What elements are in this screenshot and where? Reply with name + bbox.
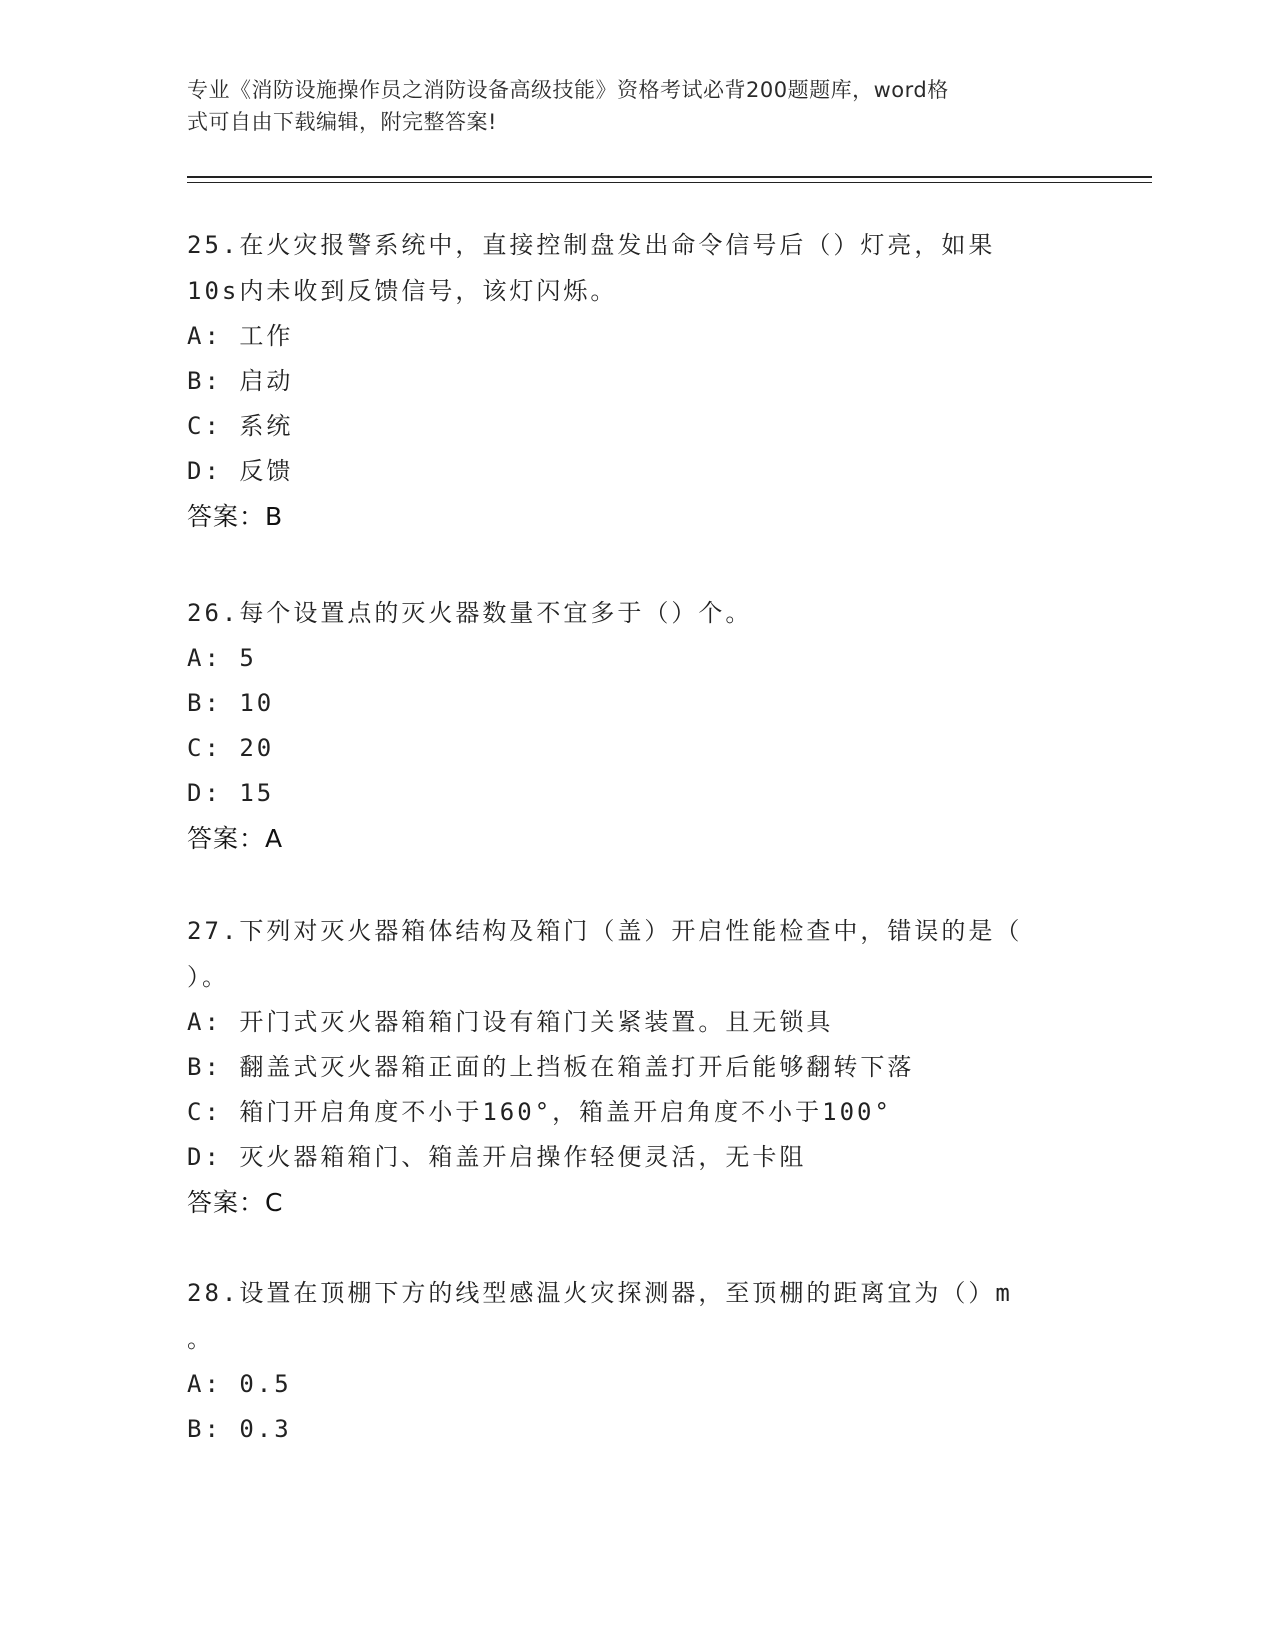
question-28 xyxy=(187,1270,1087,1452)
option-a: A: 5 xyxy=(187,644,257,672)
question-text-line: 25.在火灾报警系统中，直接控制盘发出命令信号后（）灯亮，如果 xyxy=(187,231,996,259)
option-b: B: 10 xyxy=(187,689,275,717)
option-b: B: 启动 xyxy=(187,367,294,395)
question-text-line: 10s内未收到反馈信号，该灯闪烁。 xyxy=(187,277,618,305)
answer: 答案：A xyxy=(187,824,284,853)
option-c: C: 箱门开启角度不小于160°，箱盖开启角度不小于100° xyxy=(187,1098,892,1126)
option-a: A: 工作 xyxy=(187,322,294,350)
option-c: C: 20 xyxy=(187,734,275,762)
question-text-line: ）。 xyxy=(187,963,229,991)
question-text-line: 27.下列对灭火器箱体结构及箱门（盖）开启性能检查中，错误的是（ xyxy=(187,917,1023,945)
option-b: B: 翻盖式灭火器箱正面的上挡板在箱盖打开后能够翻转下落 xyxy=(187,1053,915,1081)
option-a: A: 开门式灭火器箱箱门设有箱门关紧装置。且无锁具 xyxy=(187,1008,834,1036)
question-26 xyxy=(187,590,1087,862)
option-a: A: 0.5 xyxy=(187,1370,292,1398)
option-b: B: 0.3 xyxy=(187,1415,292,1443)
header-divider-thin xyxy=(187,182,1152,183)
question-text-line: 26.每个设置点的灭火器数量不宜多于（）个。 xyxy=(187,599,753,627)
question-25 xyxy=(187,222,1087,540)
question-text-line: 28.设置在顶棚下方的线型感温火灾探测器，至顶棚的距离宜为（）m xyxy=(187,1279,1013,1307)
answer: 答案：C xyxy=(187,1188,284,1217)
header-line-2: 式可自由下载编辑，附完整答案! xyxy=(187,110,497,134)
option-d: D: 灭火器箱箱门、箱盖开启操作轻便灵活，无卡阻 xyxy=(187,1143,807,1171)
header-line-1: 专业《消防设施操作员之消防设备高级技能》资格考试必背200题题库，word格 xyxy=(187,78,949,102)
header-divider-thick xyxy=(187,176,1152,178)
question-27 xyxy=(187,908,1087,1226)
document-header xyxy=(187,74,1087,138)
question-text-line: 。 xyxy=(187,1325,214,1353)
option-d: D: 反馈 xyxy=(187,457,294,485)
option-d: D: 15 xyxy=(187,779,275,807)
answer: 答案：B xyxy=(187,502,284,531)
option-c: C: 系统 xyxy=(187,412,294,440)
